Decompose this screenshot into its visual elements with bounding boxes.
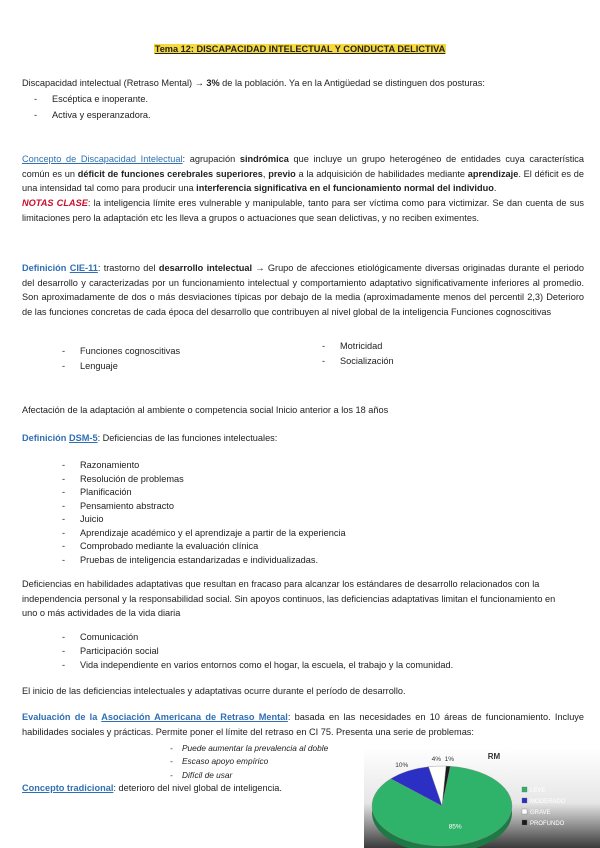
tradicional-link[interactable]: Concepto tradicional [22,783,114,793]
list-item: - Lenguaje [62,360,292,374]
list-item: - Comprobado mediante la evaluación clínica [62,540,562,554]
list-item: - Puede aumentar la prevalencia al doble [170,742,370,755]
concepto-paragraph: Concepto de Discapacidad Intelectual: agrupación sindrómica que incluye un grupo heterogéneo de entidades cuya característica común es un déficit de funciones cerebrales superiores, previo a la adquisición de habilidades mediante aprendizaje. El déficit es de una intensidad tal como para producir una interferencia significativa en el funcionamiento normal del individuo. NOTAS CLASE: la inteligencia límite eres vulnerable y manipulable, tanto para ser víctima como para victimizar. Se dan cuenta de sus limitaciones pero la adaptación etc les lleva a grupos o actuaciones que sean delictivas, y no reciben eximentes. [22,154,585,223]
pie-label-leve: 85% [448,823,462,831]
list-item: - Escaso apoyo empírico [170,755,370,768]
legend-swatch-profundo [522,820,527,825]
list-item: - Planificación [62,486,562,500]
list-item: - Participación social [62,645,582,659]
list-item: - Resolución de problemas [62,473,562,487]
list-item: - Activa y esperanzadora. [34,109,584,123]
legend-label-profundo: PROFUNDO [530,821,565,827]
legend-swatch-moderado [522,798,527,803]
list-item: - Razonamiento [62,459,562,473]
legend-swatch-leve [522,787,527,792]
legend-label-grave: GRAVE [530,810,551,816]
pie-label-moderado: 10% [395,761,409,769]
notas-clase-label: NOTAS CLASE [22,198,88,209]
adaptive-list [62,631,582,672]
dsm-functions-list [62,459,562,567]
cie-list-col2 [322,340,552,369]
list-item: - Funciones cognoscitivas [62,345,292,359]
legend-label-moderado: MODERADO [530,799,566,805]
afectacion-text: Afectación de la adaptación al ambiente o competencia social Inicio anterior a los 18 años [22,405,389,415]
cie11-link[interactable]: CIE-11 [69,263,98,273]
list-item: - Pensamiento abstracto [62,500,562,514]
intro-paragraph: Discapacidad intelectual (Retraso Mental) → 3% de la población. Ya en la Antigüedad se distinguen dos posturas: - Escéptica e inoperante. - Activa y esperanzadora. [22,77,584,122]
list-item: - Juicio [62,513,562,527]
legend-swatch-grave [522,809,527,814]
chart-title: RM [487,752,501,761]
pie-label-grave: 4% [431,755,442,763]
aamr-link[interactable]: Asociación Americana de Retraso Mental [101,712,288,722]
rm-pie-chart [364,748,600,848]
dsm5-link[interactable]: DSM-5 [68,433,98,443]
adaptativas-paragraph: Deficiencias en habilidades adaptativas que resultan en fracaso para alcanzar los estándares de desarrollo relacionados con la independencia personal y la responsabilidad social. Sin apoyos continuos, las deficiencias adaptativas limitan el funcionamiento en uno o más actividades de la vida diaria [22,579,556,619]
pie-label-profundo: 1% [444,756,455,763]
list-item: - Motricidad [322,340,552,354]
list-item: - Socialización [322,355,552,369]
list-item: - Pruebas de inteligencia estandarizadas e individualizadas. [62,554,562,568]
dsm-heading: Definición DSM-5: Deficiencias de las funciones intelectuales: [22,433,278,443]
evaluacion-paragraph: Evaluación de la Asociación Americana de Retraso Mental: basada en las necesidades en 10 áreas de funcionamiento. Incluye habilidades sociales y prácticas. Permite poner el límite del retraso en CI 75. Presenta una serie de problemas: [22,712,585,737]
tradicional-paragraph: Concepto tradicional: deterioro del nivel global de inteligencia. [22,783,282,793]
page-title: Tema 12: DISCAPACIDAD INTELECTUAL Y CONDUCTA DELICTIVA [154,44,446,54]
postures-list [34,93,584,123]
list-item: - Escéptica e inoperante. [34,93,584,107]
legend-label-leve: LEVE [530,788,546,794]
problems-list [170,742,370,782]
list-item: - Aprendizaje académico y el aprendizaje a partir de la experiencia [62,527,562,541]
cie-paragraph: Definición CIE-11: trastorno del desarrollo intelectual → Grupo de afecciones etiológicamente diversas originadas durante el periodo del desarrollo y caracterizadas por un funcionamiento intelectual y comportamiento adaptativo significativamente inferiores al promedio. Son aproximadamente de dos o más desviaciones típicas por debajo de la media (aproximadamente menos del percentil 2,3) Deterioro de las funciones concretas de cada época del desarrollo que contribuyen al nivel global de la inteligencia Funciones cognoscitivas [22,263,585,318]
list-item: - Vida independiente en varios entornos como el hogar, la escuela, el trabajo y la comunidad. [62,659,582,673]
inicio-text: El inicio de las deficiencias intelectuales y adaptativas ocurre durante el período de desarrollo. [22,686,406,696]
list-item: - Difícil de usar [170,769,370,782]
cie-list-col1 [62,345,292,374]
concepto-link[interactable]: Concepto de Discapacidad Intelectual [22,154,183,164]
list-item: - Comunicación [62,631,582,645]
